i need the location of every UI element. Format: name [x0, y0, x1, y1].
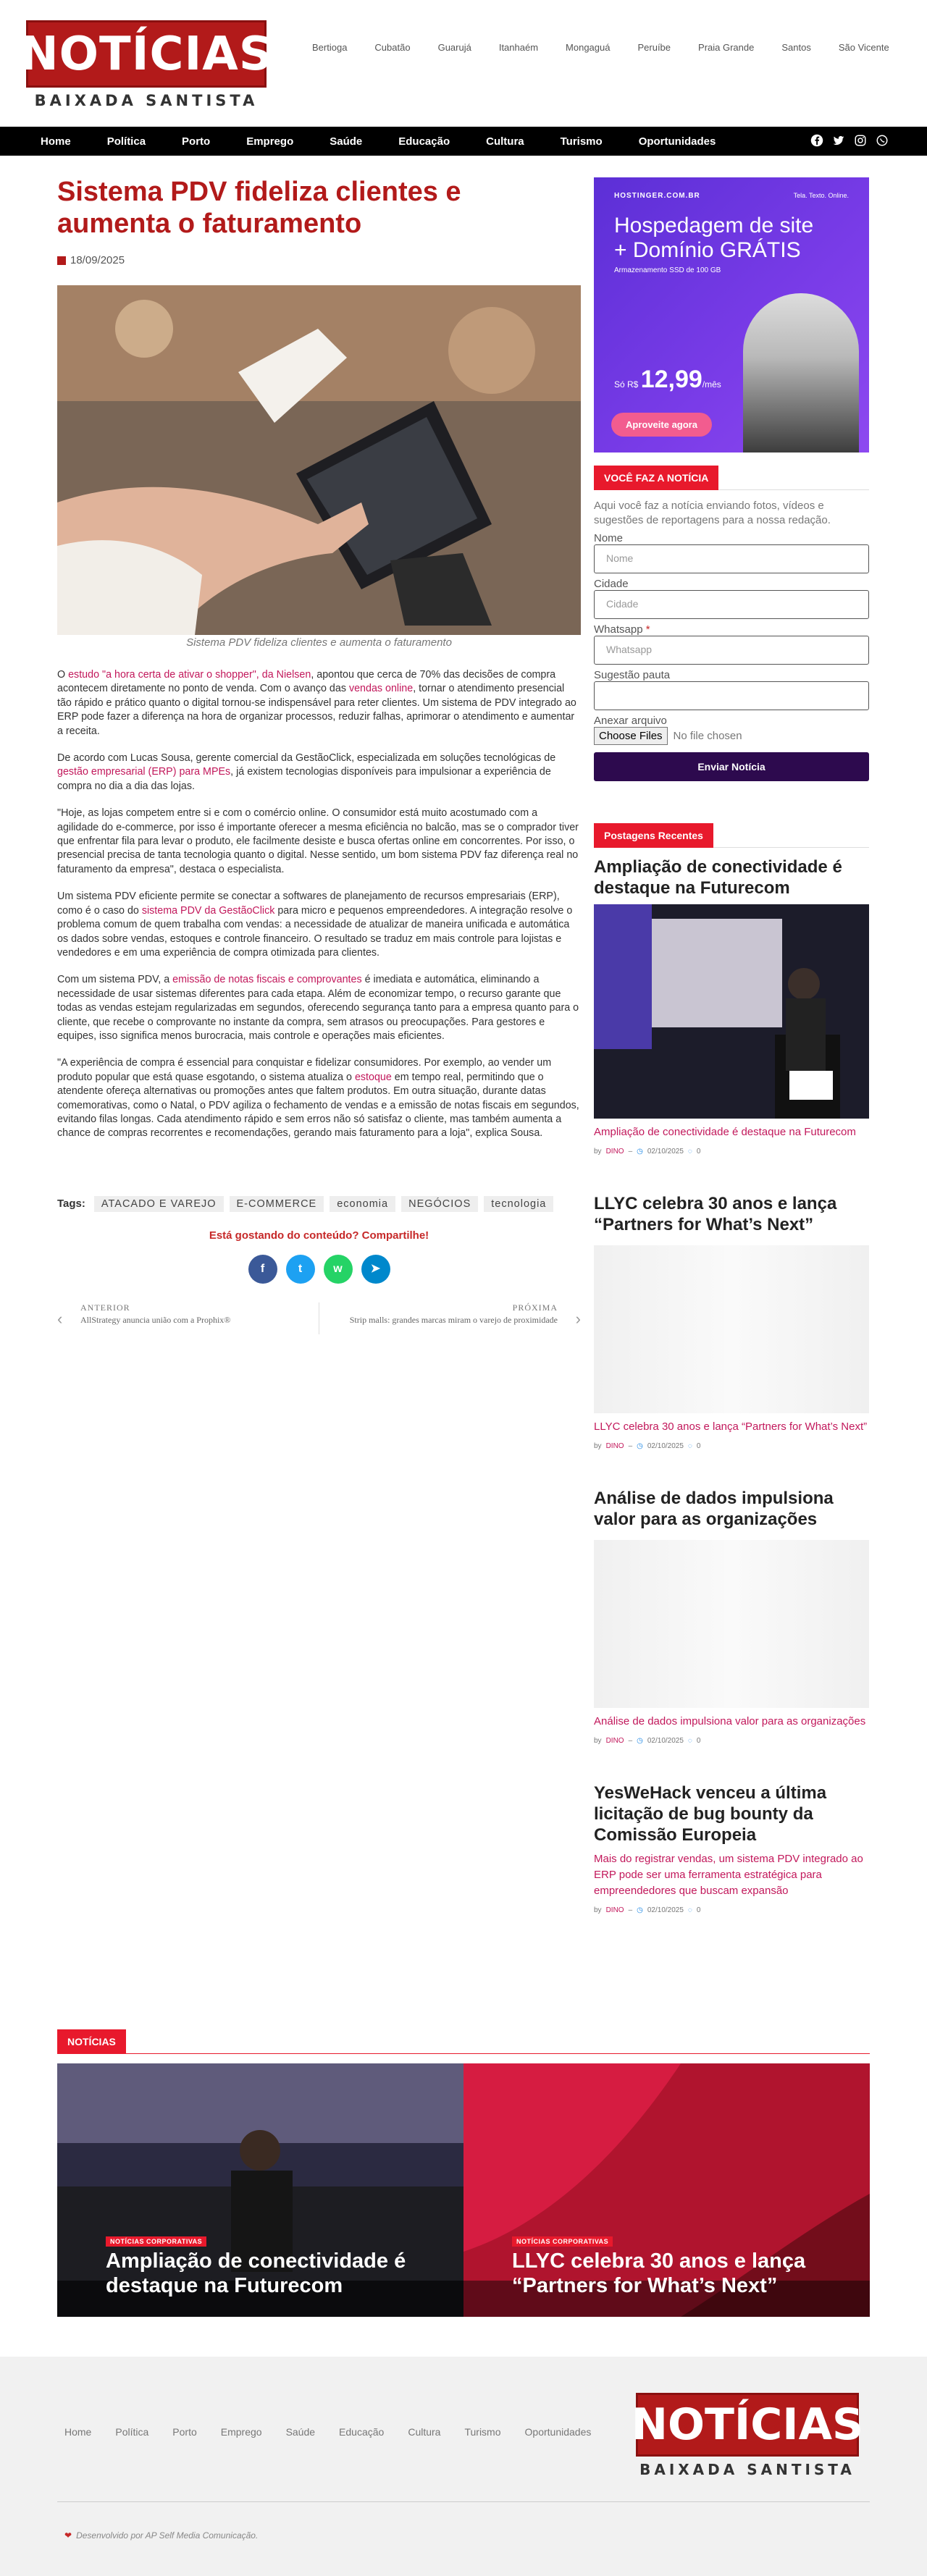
city-field[interactable]: Cidade [594, 590, 869, 619]
nav-item-politica[interactable]: Política [106, 135, 146, 148]
site-logo[interactable] [20, 20, 273, 109]
ad-person-image [743, 293, 859, 453]
chevron-left-icon[interactable]: ‹ [57, 1309, 63, 1328]
previous-label: ANTERIOR [80, 1302, 130, 1313]
footer-nav [64, 2426, 615, 2438]
comment-icon: ◌ [687, 1906, 692, 1914]
city-link[interactable]: Bertioga [312, 42, 348, 53]
recent-section-tag: Postagens Recentes [594, 823, 713, 848]
clock-icon: ◷ [637, 1906, 643, 1914]
author-link[interactable]: DINO [605, 1737, 624, 1745]
ad-price [614, 366, 721, 394]
footer-nav-item[interactable]: Turismo [464, 2426, 501, 2438]
share-whatsapp-icon[interactable]: w [324, 1255, 353, 1284]
separator: – [628, 1737, 633, 1745]
text: O [57, 669, 69, 681]
article-body [57, 668, 581, 1141]
separator: – [628, 1148, 633, 1156]
recent-post [594, 1193, 869, 1450]
city-link[interactable]: Cubatão [374, 42, 411, 53]
nav-item-home[interactable]: Home [41, 135, 71, 148]
stock-link[interactable]: estoque [354, 1071, 392, 1083]
tag-link[interactable]: tecnologia [484, 1196, 553, 1212]
ad-brand: HOSTINGER.COM.BR [614, 192, 700, 200]
invoice-link[interactable]: emissão de notas fiscais e comprovantes [172, 974, 362, 986]
sidebar [594, 177, 869, 1914]
whatsapp-field[interactable]: Whatsapp [594, 636, 869, 665]
share-buttons [57, 1255, 581, 1284]
tags-label: Tags: [57, 1197, 85, 1211]
tag-link[interactable]: E-COMMERCE [230, 1196, 324, 1212]
paragraph [57, 973, 581, 1043]
nav-item-educacao[interactable]: Educação [398, 135, 450, 148]
article [57, 174, 581, 1334]
recent-post-excerpt: LLYC celebra 30 anos e lança “Partners for What’s Next” [594, 1420, 868, 1433]
footer-nav-item[interactable]: Home [64, 2426, 92, 2438]
main-nav [0, 127, 927, 156]
recent-post-title[interactable]: LLYC celebra 30 anos e lança “Partners for What’s Next” [594, 1194, 837, 1234]
city-link[interactable]: Peruíbe [637, 42, 671, 53]
logo-main: NOTÍCIAS [26, 20, 267, 88]
article-date [57, 254, 581, 266]
tags [57, 1196, 581, 1212]
share-twitter-icon[interactable]: t [286, 1255, 315, 1284]
separator: – [628, 1906, 633, 1914]
post-date: 02/10/2025 [647, 1148, 684, 1156]
next-label: PRÓXIMA [512, 1302, 558, 1313]
separator: – [628, 1442, 633, 1450]
ad-tagline: Tela. Texto. Online. [793, 192, 849, 199]
file-input [594, 727, 869, 745]
instagram-icon[interactable] [853, 134, 868, 148]
pdv-link[interactable]: sistema PDV da GestãoClick [141, 904, 275, 917]
article-title: Sistema PDV fideliza clientes e aumenta o faturamento [57, 177, 461, 239]
erp-link[interactable]: gestão empresarial (ERP) para MPEs [57, 766, 231, 778]
text: , tornar o atendimento presencial tão rápido e prático quanto o digital tornou-se indispensável para reter clientes. Um sistema de PDV integrado ao ERP pode fazer a diferença na hora de organizar processos, reduzir falhas, aprimorar o atendimento e aumentar a receita. [57, 683, 576, 737]
clock-icon: ◷ [637, 1737, 643, 1745]
text: , apontou que cerca de 70% das decisões de compra acontecem diretamente no ponto de venda. Com o avanço das [57, 669, 556, 695]
text: "A experiência de compra é essencial para conquistar e fidelizar consumidores. Por exemplo, ao vender um produto popular que está quase esgotando, o sistema atualiza o [57, 1057, 552, 1083]
recent-post [594, 1782, 869, 1914]
tag-link[interactable]: ATACADO E VAREJO [94, 1196, 224, 1212]
price-suffix: /mês [702, 379, 721, 390]
nav-item-emprego[interactable]: Emprego [246, 135, 294, 148]
hostinger-ad[interactable] [594, 177, 869, 453]
text: em tempo real, permitindo que o atendente ofereça alternativas ou promoções antes que faltem produtos. Em outra situação, durante datas comemorativas, como o Natal, o PDV agiliza o fechamento de vendas e a emissão de notas fiscais em segundos, evitando filas longas. Cada atendimento rápido e sem erros não só satisfaz o cliente, mas também aumenta a chance de compras recorrentes e recomendações, gerando mais faturamento para a loja", explica Sousa. [57, 1071, 579, 1140]
post-date: 02/10/2025 [647, 1442, 684, 1450]
news-submission-form [594, 466, 869, 781]
footer-logo-sub: BAIXADA SANTISTA [639, 2461, 855, 2478]
footer-logo[interactable] [631, 2393, 864, 2478]
post-navigation [57, 1302, 581, 1334]
text: para micro e pequenos empreendedores. A integração resolve o problema comum de quem trabalha com vendas: a necessidade de atualizar de maneira unificada e automática os dados sobre vendas, estoques e controle financeiro. O resultado se traduz em mais controle para lojistas e vendedores e em uma experiência de compra otimizada para clientes. [57, 904, 573, 959]
recent-post-excerpt: Mais do registrar vendas, um sistema PDV integrado ao ERP pode ser uma ferramenta estratégica para empreendedores que buscam expansão [594, 1853, 863, 1897]
recent-post-excerpt: Análise de dados impulsiona valor para as organizações [594, 1715, 866, 1727]
post-meta [594, 1442, 869, 1450]
file-status: No file chosen [673, 730, 742, 742]
city-link[interactable]: Mongaguá [566, 42, 611, 53]
ad-storage: Armazenamento SSD de 100 GB [614, 266, 721, 274]
comment-count[interactable]: 0 [696, 1906, 701, 1914]
post-date: 02/10/2025 [647, 1737, 684, 1745]
text: Com um sistema PDV, a [57, 974, 173, 986]
card-title[interactable]: Ampliação de conectividade é destaque na Futurecom [106, 2249, 406, 2297]
article-date-text: 18/09/2025 [70, 254, 125, 266]
clock-icon: ◷ [637, 1148, 643, 1156]
text: é imediata e automática, eliminando a necessidade de usar sistemas diferentes para cada etapa. Além de economizar tempo, o recurso garante que todas as vendas estejam regularizadas em segundos, oferecendo segurança tanto para a empresa quanto para o cliente, que recebe o comprovante no instante da compra, sem atrasos ou preocupações. Para gestores e equipes, isso significa menos burocracia, mais controle e operações mais eficientes. [57, 974, 579, 1042]
news-section [57, 2029, 870, 2317]
next-post-link[interactable] [319, 1302, 582, 1334]
heart-icon: ❤ [64, 2530, 72, 2541]
comment-icon: ◌ [687, 1737, 692, 1745]
ad-headline: Hospedagem de site + Domínio GRÁTIS [614, 214, 814, 262]
city-link[interactable]: Praia Grande [698, 42, 755, 53]
paragraph [57, 668, 581, 738]
footer-credit [64, 2530, 258, 2541]
previous-post-link[interactable] [57, 1302, 319, 1334]
choose-files-button[interactable]: Choose Files [594, 727, 668, 745]
submit-news-button[interactable]: Enviar Notícia [594, 752, 869, 781]
footer-nav-item[interactable]: Educação [339, 2426, 385, 2438]
city-link[interactable]: Guarujá [437, 42, 471, 53]
price-value: 12,99 [640, 366, 702, 393]
footer-nav-item[interactable]: Cultura [408, 2426, 441, 2438]
twitter-icon[interactable] [831, 134, 846, 148]
by-text: by [594, 1442, 602, 1450]
comment-count[interactable]: 0 [696, 1737, 701, 1745]
recent-post [594, 856, 869, 1156]
nielsen-study-link[interactable]: estudo "a hora certa de ativar o shopper", da Nielsen [68, 669, 311, 681]
recent-post-title[interactable]: Ampliação de conectividade é destaque na Futurecom [594, 857, 842, 898]
tag-link[interactable]: NEGÓCIOS [401, 1196, 478, 1212]
whatsapp-icon[interactable] [875, 134, 889, 148]
author-link[interactable]: DINO [605, 1906, 624, 1914]
news-section-tag: NOTÍCIAS [57, 2029, 126, 2054]
file-label: Anexar arquivo [594, 715, 667, 727]
share-prompt: Está gostando do conteúdo? Compartilhe! [209, 1229, 429, 1242]
nav-item-turismo[interactable]: Turismo [560, 135, 603, 148]
clock-icon: ◷ [637, 1442, 643, 1450]
text: Um sistema PDV eficiente permite se conectar a softwares de planejamento de recursos empresariais (ERP), como é o caso do [57, 891, 560, 917]
footer-nav-item[interactable]: Política [115, 2426, 149, 2438]
comment-icon: ◌ [687, 1442, 692, 1450]
nav-item-oportunidades[interactable]: Oportunidades [638, 135, 716, 148]
online-sales-link[interactable]: vendas online [348, 683, 414, 695]
paragraph [57, 1056, 581, 1140]
share-telegram-icon[interactable]: ➤ [361, 1255, 390, 1284]
chevron-right-icon[interactable]: › [575, 1309, 581, 1328]
price-prefix: Só R$ [614, 379, 639, 390]
by-text: by [594, 1737, 602, 1745]
city-label: Cidade [594, 578, 629, 590]
by-text: by [594, 1148, 602, 1156]
social-links [810, 134, 889, 148]
nav-item-saude[interactable]: Saúde [330, 135, 363, 148]
site-header [0, 0, 927, 127]
city-link[interactable]: Santos [781, 42, 811, 53]
footer-logo-main: NOTÍCIAS [636, 2393, 859, 2457]
news-card[interactable] [57, 2063, 464, 2317]
facebook-icon[interactable] [810, 134, 824, 148]
news-cards [57, 2063, 870, 2317]
comment-count[interactable]: 0 [696, 1442, 701, 1450]
post-meta [594, 1906, 869, 1914]
whatsapp-label-text: Whatsapp [594, 623, 643, 636]
footer-divider [57, 2501, 870, 2502]
footer-nav-item[interactable]: Saúde [285, 2426, 316, 2438]
comment-icon: ◌ [687, 1148, 692, 1156]
nav-item-porto[interactable]: Porto [182, 135, 211, 148]
form-section-tag: VOCÊ FAZ A NOTÍCIA [594, 466, 718, 490]
post-meta [594, 1148, 869, 1156]
pauta-field[interactable] [594, 681, 869, 710]
recent-posts [594, 823, 869, 1914]
footer-nav-item[interactable]: Porto [172, 2426, 197, 2438]
card-title[interactable]: LLYC celebra 30 anos e lança “Partners for What’s Next” [512, 2249, 806, 2297]
paragraph: "Hoje, as lojas competem entre si e com o comércio online. O consumidor está muito acostumado com a agilidade do e-commerce, por isso é importante oferecer a mesma eficiência no balcão, mas se o comprador tiver que enfrentar fila para levar o produto, ele facilmente desiste e busca ofertas online em concorrentes. Por isso, o presencial precisa de tanta tecnologia quanto o digital. Nesse sentido, um bom sistema PDV faz diferença real no faturamento da empresa", destaca o especialista. [57, 807, 579, 875]
text: , já existem tecnologias disponíveis para impulsionar a experiência de compra no dia a dia das lojas. [57, 766, 551, 792]
recent-post-title[interactable]: YesWeHack venceu a última licitação de bug bounty da Comissão Europeia [594, 1783, 827, 1845]
city-nav [312, 42, 917, 53]
recent-post [594, 1488, 869, 1745]
comment-count[interactable]: 0 [696, 1148, 701, 1156]
card-category[interactable]: NOTÍCIAS CORPORATIVAS [106, 2236, 206, 2247]
name-field[interactable]: Nome [594, 544, 869, 573]
news-card[interactable] [464, 2063, 870, 2317]
ad-cta-button[interactable]: Aproveite agora [611, 413, 712, 437]
footer-nav-item[interactable]: Oportunidades [524, 2426, 592, 2438]
name-label: Nome [594, 532, 624, 544]
logo-sub: BAIXADA SANTISTA [34, 92, 259, 109]
tag-link[interactable]: economia [330, 1196, 395, 1212]
author-link[interactable]: DINO [605, 1442, 624, 1450]
city-link[interactable]: Itanhaém [498, 42, 539, 53]
by-text: by [594, 1906, 602, 1914]
pauta-label: Sugestão pauta [594, 669, 671, 681]
credit-text[interactable]: Desenvolvido por AP Self Media Comunicação. [76, 2530, 259, 2541]
form-intro: Aqui você faz a notícia enviando fotos, vídeos e sugestões de reportagens para a nossa redação. [594, 500, 831, 526]
image-caption: Sistema PDV fideliza clientes e aumenta o faturamento [186, 636, 452, 649]
calendar-icon [57, 256, 66, 265]
next-title: Strip malls: grandes marcas miram o varejo de proximidade [349, 1314, 558, 1325]
author-link[interactable]: DINO [605, 1148, 624, 1156]
required-mark: * [645, 623, 650, 636]
post-meta [594, 1737, 869, 1745]
paragraph [57, 752, 581, 794]
article-hero-image [57, 285, 581, 635]
recent-post-image[interactable] [594, 904, 869, 1119]
city-link[interactable]: São Vicente [838, 42, 889, 53]
recent-post-image[interactable] [594, 1245, 869, 1413]
footer [0, 2357, 927, 2576]
paragraph [57, 890, 581, 960]
text: De acordo com Lucas Sousa, gerente comercial da GestãoClick, especializada em soluções tecnológicas de [57, 752, 556, 765]
footer-nav-item[interactable]: Emprego [220, 2426, 262, 2438]
post-date: 02/10/2025 [647, 1906, 684, 1914]
recent-post-image[interactable] [594, 1540, 869, 1708]
recent-post-title[interactable]: Análise de dados impulsiona valor para as organizações [594, 1489, 834, 1529]
card-category[interactable]: NOTÍCIAS CORPORATIVAS [512, 2236, 613, 2247]
nav-item-cultura[interactable]: Cultura [486, 135, 524, 148]
previous-title: AllStrategy anuncia união com a Prophix® [80, 1314, 231, 1325]
recent-post-excerpt: Ampliação de conectividade é destaque na Futurecom [594, 1126, 856, 1138]
share-facebook-icon[interactable]: f [248, 1255, 277, 1284]
whatsapp-label [594, 623, 869, 636]
